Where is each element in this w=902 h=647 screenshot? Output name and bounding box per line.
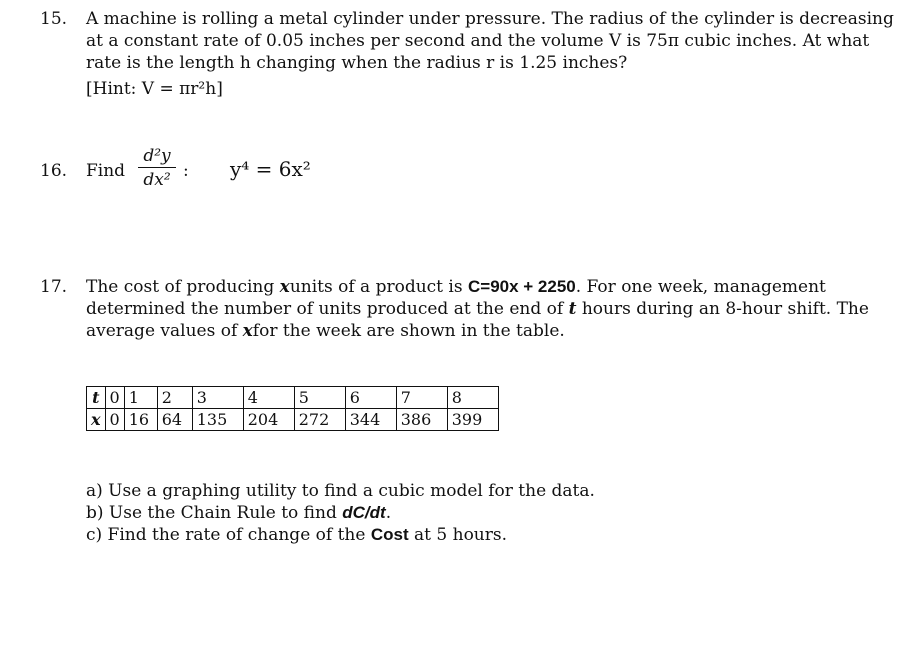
table-cell: 8: [447, 387, 498, 409]
table-cell: 272: [294, 409, 345, 431]
question-a: a) Use a graphing utility to find a cubic model for the data.: [86, 481, 595, 501]
second-derivative-fraction: [138, 146, 176, 190]
question-b: [86, 503, 391, 523]
p17-line2-text-a: determined the number of units produced at the end of: [86, 299, 564, 319]
dc-dt-expression: dC/dt: [342, 503, 386, 522]
table-cell: 6: [345, 387, 396, 409]
table-cell: 7: [396, 387, 447, 409]
problem-16-number: 16.: [40, 161, 68, 181]
table-cell: 4: [243, 387, 294, 409]
table-cell: 399: [447, 409, 498, 431]
table-cell: 386: [396, 409, 447, 431]
table-cell: 135: [192, 409, 243, 431]
table-cell: 1: [124, 387, 157, 409]
units-table: [86, 386, 499, 431]
cost-formula: C=90x + 2250: [467, 277, 576, 296]
table-cell: 16: [124, 409, 157, 431]
problem-15-line-1: A machine is rolling a metal cylinder under pressure. The radius of the cylinder is decreasing: [86, 9, 894, 29]
question-b-period: .: [385, 503, 392, 523]
problem-15-line-2: at a constant rate of 0.05 inches per second and the volume V is 75π cubic inches. At what: [86, 31, 870, 51]
question-c-text-a: c) Find the rate of change of the: [86, 525, 366, 545]
problem-17-line-1: [86, 277, 826, 297]
table-cell: 0: [105, 387, 124, 409]
problem-15-hint: [Hint: V = πr²h]: [86, 79, 223, 99]
variable-x: x: [279, 277, 290, 297]
p17-line3-text-a: average values of: [86, 321, 238, 341]
p17-line1-text-c: . For one week, management: [575, 277, 826, 297]
table-header-x: x: [87, 409, 106, 431]
problem-17-line-2: [86, 299, 869, 319]
table-cell: 3: [192, 387, 243, 409]
question-c: [86, 525, 507, 545]
variable-t: t: [568, 299, 577, 319]
table-cell: 204: [243, 409, 294, 431]
problem-16-equation: y⁴ = 6x²: [230, 157, 311, 181]
table-cell: 64: [157, 409, 192, 431]
table-row-x: [87, 409, 499, 431]
fraction-denominator: dx²: [143, 170, 171, 190]
p17-line2-text-b: hours during an 8-hour shift. The: [581, 299, 869, 319]
variable-x: x: [242, 321, 253, 341]
problem-16-colon: :: [183, 161, 189, 181]
table-cell: 5: [294, 387, 345, 409]
table-cell: 0: [105, 409, 124, 431]
fraction-bar: [138, 167, 176, 168]
question-b-text: b) Use the Chain Rule to find: [86, 503, 337, 523]
problem-15-line-3: rate is the length h changing when the radius r is 1.25 inches?: [86, 53, 628, 73]
p17-line3-text-b: for the week are shown in the table.: [252, 321, 565, 341]
table-row-t: [87, 387, 499, 409]
p17-line1-text-b: units of a product is: [289, 277, 463, 297]
problem-15-number: 15.: [40, 9, 68, 29]
problem-17-number: 17.: [40, 277, 68, 297]
p17-line1-text-a: The cost of producing: [86, 277, 275, 297]
fraction-numerator: d²y: [143, 146, 171, 166]
cost-word: Cost: [370, 525, 409, 544]
problem-16-find: Find: [86, 161, 126, 181]
question-c-text-b: at 5 hours.: [414, 525, 508, 545]
problem-17-line-3: [86, 321, 565, 341]
table-header-t: t: [87, 387, 106, 409]
table-cell: 2: [157, 387, 192, 409]
table-cell: 344: [345, 409, 396, 431]
